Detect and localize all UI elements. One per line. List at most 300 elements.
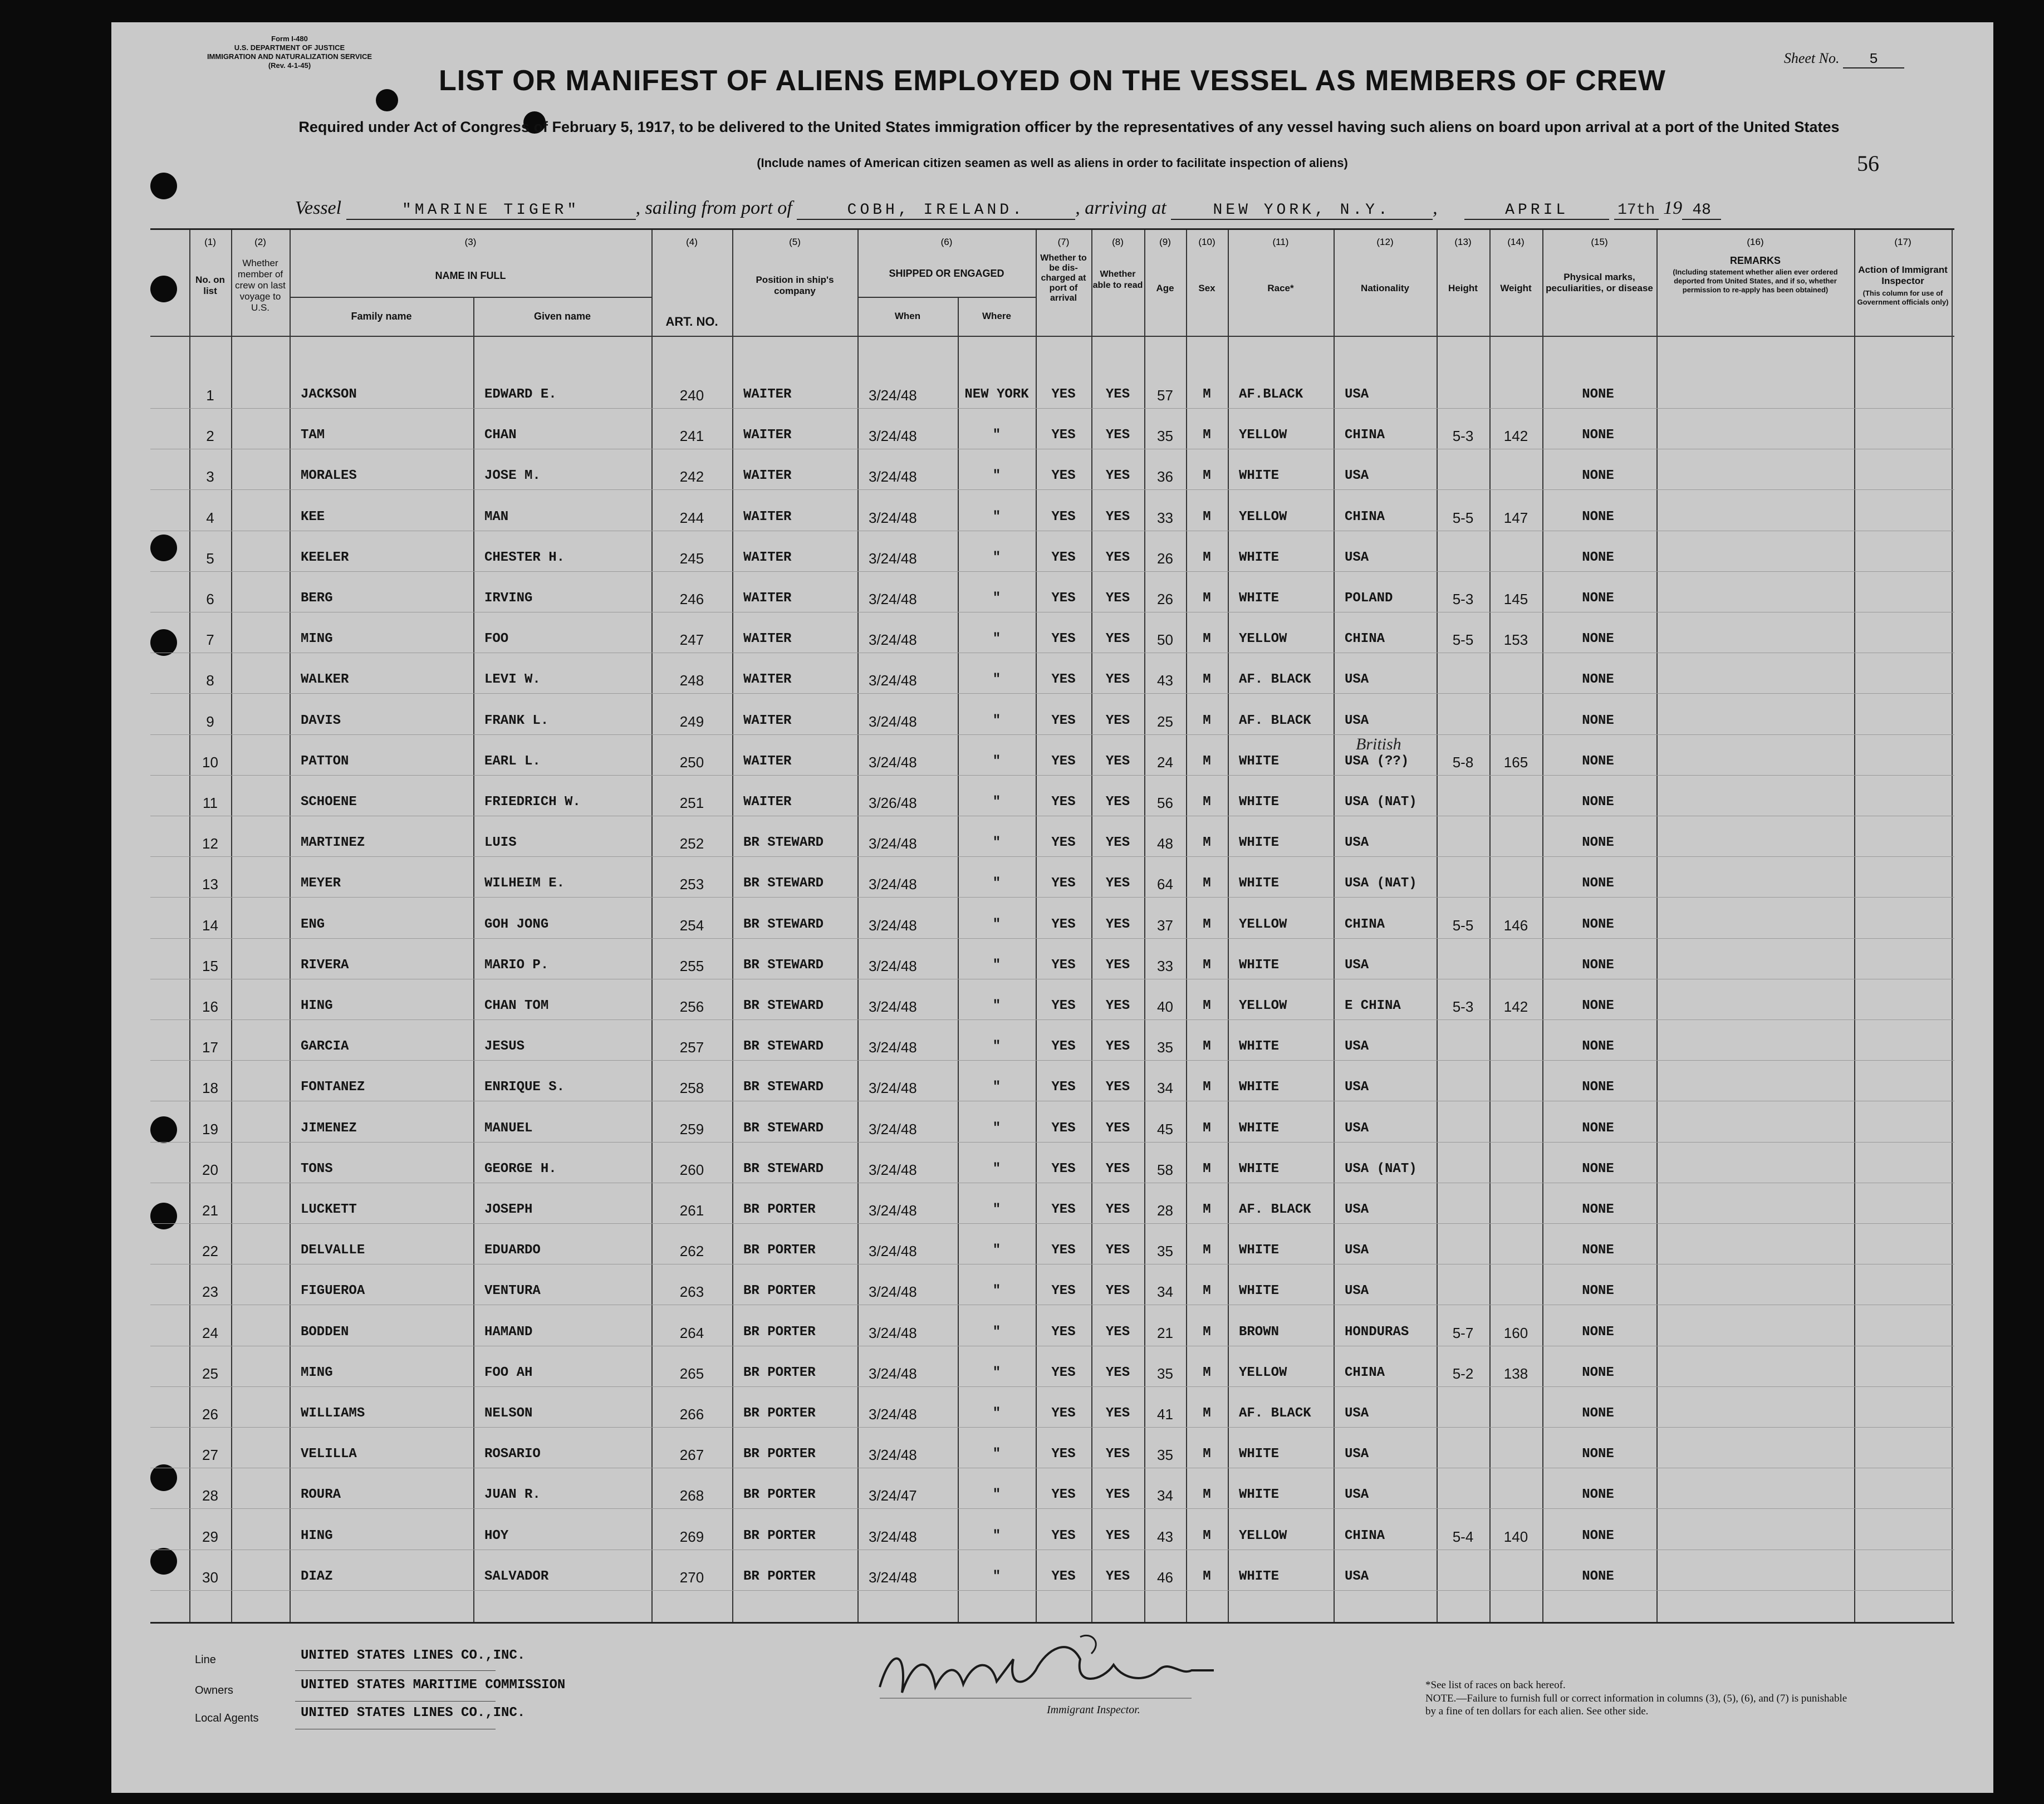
footer-owners-label: Owners [195, 1684, 233, 1697]
cell-weight: 146 [1503, 916, 1528, 934]
col-num: (11) [1272, 237, 1289, 247]
header-race: Race* [1267, 283, 1294, 293]
cell-nationality: USA [1345, 1487, 1369, 1503]
cell-no: 22 [202, 1243, 218, 1260]
cell-family: TAM [301, 428, 325, 443]
cell-nationality: USA [1345, 1243, 1369, 1258]
cell-given: MARIO P. [484, 957, 549, 973]
cell-art: 251 [679, 795, 704, 811]
cell-age: 34 [1157, 1080, 1173, 1097]
cell-position: BR PORTER [743, 1243, 816, 1258]
cell-race: WHITE [1239, 1283, 1280, 1299]
cell-no: 24 [202, 1324, 218, 1341]
cell-nationality: USA [1345, 1447, 1369, 1462]
cell-race: WHITE [1239, 835, 1280, 851]
cell-discharged: YES [1051, 876, 1076, 891]
cell-nationality: CHINA [1345, 916, 1385, 932]
cell-when: 3/24/48 [869, 998, 917, 1015]
cell-art: 259 [679, 1120, 704, 1138]
cell-discharged: YES [1051, 916, 1076, 932]
cell-age: 40 [1157, 998, 1173, 1015]
cell-given: WILHEIM E. [484, 876, 565, 891]
cell-race: WHITE [1239, 1120, 1280, 1136]
cell-position: BR PORTER [743, 1568, 816, 1584]
cell-read: YES [1105, 1487, 1130, 1503]
cell-discharged: YES [1051, 1080, 1076, 1095]
cell-given: EARL L. [484, 753, 541, 769]
manifest-sheet [111, 22, 1993, 1793]
cell-nationality: USA [1345, 1080, 1369, 1095]
cell-race: BROWN [1239, 1324, 1280, 1340]
cell-art: 258 [679, 1080, 704, 1097]
binder-hole [150, 173, 177, 199]
cell-no: 9 [206, 713, 214, 730]
cell-when: 3/24/48 [869, 1528, 917, 1545]
cell-position: WAITER [743, 550, 792, 565]
cell-position: WAITER [743, 428, 792, 443]
cell-sex: M [1203, 998, 1211, 1013]
cell-position: WAITER [743, 387, 792, 402]
col-num: (14) [1507, 237, 1525, 247]
cell-when: 3/24/48 [869, 916, 917, 934]
vessel-label: Vessel [295, 198, 342, 218]
cell-when: 3/24/48 [869, 957, 917, 974]
footer-line-value: UNITED STATES LINES CO.,INC. [301, 1648, 526, 1663]
col-num: (8) [1112, 237, 1124, 247]
header-able-to-read: Whether able to read [1092, 269, 1143, 290]
cell-family: DELVALLE [301, 1243, 365, 1258]
cell-position: BR STEWARD [743, 998, 824, 1013]
cell-where: " [992, 428, 1001, 443]
cell-position: BR PORTER [743, 1283, 816, 1299]
row-rule [150, 571, 1954, 572]
cell-position: BR PORTER [743, 1487, 816, 1503]
cell-no: 13 [202, 876, 218, 893]
cell-sex: M [1203, 957, 1211, 973]
cell-nationality: USA [1345, 1283, 1369, 1299]
cell-where: " [992, 1039, 1001, 1055]
header-nationality: Nationality [1361, 283, 1409, 293]
cell-physical: NONE [1582, 591, 1614, 606]
header-physical-marks: Physical marks, peculiarities, or disease [1546, 272, 1653, 293]
cell-physical: NONE [1582, 428, 1614, 443]
row-rule [150, 1427, 1954, 1428]
shipped-subheader-rule [857, 297, 1036, 298]
col-num: (17) [1894, 237, 1911, 247]
cell-race: AF. BLACK [1239, 1406, 1311, 1421]
cell-read: YES [1105, 387, 1130, 402]
cell-given: MANUEL [484, 1120, 533, 1136]
cell-height: 5-3 [1452, 591, 1474, 607]
cell-no: 23 [202, 1283, 218, 1301]
cell-given: ROSARIO [484, 1447, 541, 1462]
cell-family: ENG [301, 916, 325, 932]
cell-position: WAITER [743, 591, 792, 606]
row-rule [150, 1019, 1954, 1020]
cell-family: BODDEN [301, 1324, 349, 1340]
cell-when: 3/24/48 [869, 1243, 917, 1260]
cell-weight: 145 [1503, 591, 1528, 607]
cell-age: 45 [1157, 1120, 1173, 1138]
arrival-day: 17th [1614, 202, 1659, 220]
cell-nationality: USA [1345, 1202, 1369, 1217]
cell-read: YES [1105, 1365, 1130, 1380]
cell-race: AF. BLACK [1239, 713, 1311, 728]
header-art-no: ART. NO. [665, 315, 718, 329]
cell-position: BR PORTER [743, 1447, 816, 1462]
cell-weight: 165 [1503, 753, 1528, 771]
arrival-year-prefix: 19 [1663, 198, 1683, 218]
cell-race: YELLOW [1239, 916, 1287, 932]
cell-where: " [992, 631, 1001, 647]
cell-race: YELLOW [1239, 1528, 1287, 1543]
cell-age: 41 [1157, 1406, 1173, 1423]
col-num: (1) [204, 237, 216, 247]
cell-physical: NONE [1582, 1568, 1614, 1584]
cell-nationality: CHINA [1345, 509, 1385, 524]
cell-read: YES [1105, 1202, 1130, 1217]
cell-physical: NONE [1582, 1365, 1614, 1380]
cell-no: 16 [202, 998, 218, 1015]
cell-race: WHITE [1239, 1161, 1280, 1176]
cell-nationality: CHINA [1345, 1365, 1385, 1380]
cell-given: GEORGE H. [484, 1161, 557, 1176]
cell-age: 48 [1157, 835, 1173, 852]
col-num: (10) [1198, 237, 1215, 247]
cell-when: 3/24/48 [869, 672, 917, 689]
cell-sex: M [1203, 795, 1211, 810]
cell-nationality: USA [1345, 1568, 1369, 1584]
col-num: (9) [1159, 237, 1171, 247]
col-num: (6) [940, 237, 953, 247]
cell-discharged: YES [1051, 1487, 1076, 1503]
cell-discharged: YES [1051, 1528, 1076, 1543]
vessel-line: Vessel "MARINE TIGER" , sailing from port of COBH, IRELAND. , arriving at NEW YORK, N.Y. , APRIL 17th 19 48 [295, 198, 1721, 220]
cell-read: YES [1105, 998, 1130, 1013]
cell-sex: M [1203, 835, 1211, 851]
cell-position: BR STEWARD [743, 1120, 824, 1136]
cell-art: 268 [679, 1487, 704, 1504]
footer-races-note: *See list of races on back hereof. [1425, 1679, 1566, 1691]
header-position: Position in ship's company [756, 274, 834, 296]
cell-no: 11 [203, 795, 218, 811]
cell-art: 267 [679, 1447, 704, 1464]
cell-weight: 142 [1503, 428, 1528, 445]
cell-discharged: YES [1051, 591, 1076, 606]
cell-given: FRANK L. [484, 713, 549, 728]
cell-when: 3/24/48 [869, 428, 917, 445]
cell-age: 37 [1157, 916, 1173, 934]
cell-family: FONTANEZ [301, 1080, 365, 1095]
cell-art: 260 [679, 1161, 704, 1178]
cell-age: 35 [1157, 1243, 1173, 1260]
form-dept: U.S. DEPARTMENT OF JUSTICE [234, 43, 345, 52]
cell-no: 18 [202, 1080, 218, 1097]
cell-art: 241 [679, 428, 704, 445]
cell-given: EDWARD E. [484, 387, 557, 402]
cell-discharged: YES [1051, 387, 1076, 402]
cell-given: GOH JONG [484, 916, 549, 932]
cell-where: " [992, 1447, 1001, 1462]
cell-given: CHESTER H. [484, 550, 565, 565]
cell-art: 252 [679, 835, 704, 852]
cell-read: YES [1105, 1447, 1130, 1462]
cell-height: 5-5 [1452, 509, 1474, 526]
row-rule [150, 856, 1954, 857]
cell-physical: NONE [1582, 1161, 1614, 1176]
cell-read: YES [1105, 631, 1130, 647]
cell-where: " [992, 1202, 1001, 1217]
cell-physical: NONE [1582, 631, 1614, 647]
header-remarks-note: (Including statement whether alien ever ordered deported from United States, and if so, whether permission to re-apply has been obtained) [1673, 268, 1838, 294]
cell-nationality: USA (??) [1345, 753, 1409, 769]
cell-weight: 140 [1503, 1528, 1528, 1545]
cell-age: 43 [1157, 672, 1173, 689]
column-divider [1228, 230, 1229, 1622]
cell-physical: NONE [1582, 835, 1614, 851]
cell-no: 21 [202, 1202, 218, 1219]
row-rule [150, 1060, 1954, 1061]
cell-weight: 160 [1503, 1324, 1528, 1341]
cell-where: " [992, 1365, 1001, 1380]
cell-sex: M [1203, 1528, 1211, 1543]
cell-physical: NONE [1582, 1528, 1614, 1543]
cell-physical: NONE [1582, 916, 1614, 932]
cell-where: " [992, 550, 1001, 565]
cell-weight: 147 [1503, 509, 1528, 526]
cell-family: HING [301, 1528, 333, 1543]
cell-sex: M [1203, 591, 1211, 606]
col-num: (12) [1376, 237, 1394, 247]
cell-read: YES [1105, 1283, 1130, 1299]
cell-art: 261 [679, 1202, 704, 1219]
header-action: Action of Immigrant Inspector [1858, 264, 1948, 286]
cell-race: YELLOW [1239, 1365, 1287, 1380]
sailing-label: , sailing from port of [635, 198, 792, 218]
cell-physical: NONE [1582, 1487, 1614, 1503]
cell-physical: NONE [1582, 1447, 1614, 1462]
cell-sex: M [1203, 1487, 1211, 1503]
row-rule [150, 938, 1954, 939]
cell-art: 244 [679, 509, 704, 526]
header-where: Where [982, 311, 1011, 321]
cell-race: YELLOW [1239, 428, 1287, 443]
cell-where: " [992, 795, 1001, 810]
cell-height: 5-3 [1452, 428, 1474, 445]
cell-read: YES [1105, 428, 1130, 443]
header-family-name: Family name [351, 311, 412, 322]
cell-no: 20 [202, 1161, 218, 1178]
cell-nationality: USA [1345, 550, 1369, 565]
cell-height: 5-5 [1452, 916, 1474, 934]
cell-when: 3/24/48 [869, 713, 917, 730]
cell-physical: NONE [1582, 795, 1614, 810]
cell-no: 5 [206, 550, 214, 567]
cell-weight: 142 [1503, 998, 1528, 1015]
cell-where: " [992, 1568, 1001, 1584]
cell-position: WAITER [743, 631, 792, 647]
footer-inspector-label: Immigrant Inspector. [1047, 1704, 1140, 1716]
cell-no: 14 [202, 916, 218, 934]
cell-position: BR STEWARD [743, 1080, 824, 1095]
cell-art: 254 [679, 916, 704, 934]
cell-position: BR PORTER [743, 1528, 816, 1543]
cell-sex: M [1203, 1406, 1211, 1421]
name-subheader-rule [290, 297, 651, 298]
cell-where: NEW YORK [964, 387, 1029, 402]
cell-position: BR PORTER [743, 1365, 816, 1380]
cell-position: BR STEWARD [743, 1161, 824, 1176]
cell-physical: NONE [1582, 1283, 1614, 1299]
cell-race: WHITE [1239, 1039, 1280, 1055]
column-divider [1542, 230, 1543, 1622]
cell-position: WAITER [743, 795, 792, 810]
row-rule [150, 1142, 1954, 1143]
cell-art: 246 [679, 591, 704, 607]
cell-discharged: YES [1051, 1039, 1076, 1055]
cell-given: FRIEDRICH W. [484, 795, 581, 810]
cell-read: YES [1105, 1406, 1130, 1421]
cell-where: " [992, 1324, 1001, 1340]
cell-race: AF.BLACK [1239, 387, 1303, 402]
cell-art: 264 [679, 1324, 704, 1341]
cell-sex: M [1203, 1447, 1211, 1462]
col-num: (13) [1454, 237, 1472, 247]
cell-when: 3/24/48 [869, 1161, 917, 1178]
cell-position: BR PORTER [743, 1202, 816, 1217]
footer-agents-label: Local Agents [195, 1712, 259, 1724]
cell-no: 12 [202, 835, 218, 852]
cell-discharged: YES [1051, 1243, 1076, 1258]
cell-family: WILLIAMS [301, 1406, 365, 1421]
cell-given: CHAN [484, 428, 517, 443]
sheet-number-value: 5 [1843, 51, 1904, 68]
cell-where: " [992, 1243, 1001, 1258]
cell-given: LUIS [484, 835, 517, 851]
cell-height: 5-5 [1452, 631, 1474, 649]
cell-given: HAMAND [484, 1324, 533, 1340]
cell-height: 5-2 [1452, 1365, 1474, 1382]
cell-discharged: YES [1051, 1406, 1076, 1421]
cell-weight: 138 [1503, 1365, 1528, 1382]
cell-physical: NONE [1582, 1406, 1614, 1421]
cell-sex: M [1203, 876, 1211, 891]
cell-height: 5-8 [1452, 753, 1474, 771]
cell-age: 21 [1157, 1324, 1173, 1341]
cell-age: 35 [1157, 1447, 1173, 1464]
cell-given: JESUS [484, 1039, 525, 1055]
cell-discharged: YES [1051, 1365, 1076, 1380]
cell-family: FIGUEROA [301, 1283, 365, 1299]
cell-given: FOO [484, 631, 509, 647]
cell-family: TONS [301, 1161, 333, 1176]
cell-where: " [992, 1080, 1001, 1095]
cell-physical: NONE [1582, 753, 1614, 769]
column-divider [1656, 230, 1658, 1622]
cell-sex: M [1203, 1283, 1211, 1299]
form-number: Form I-480 [271, 35, 308, 43]
cell-sex: M [1203, 428, 1211, 443]
header-name-in-full: NAME IN FULL [435, 270, 506, 281]
cell-race: WHITE [1239, 1568, 1280, 1584]
column-divider [732, 230, 733, 1622]
cell-family: SCHOENE [301, 795, 357, 810]
cell-when: 3/24/48 [869, 631, 917, 649]
cell-nationality: POLAND [1345, 591, 1393, 606]
cell-race: WHITE [1239, 957, 1280, 973]
cell-discharged: YES [1051, 550, 1076, 565]
cell-read: YES [1105, 550, 1130, 565]
cell-race: WHITE [1239, 468, 1280, 484]
cell-art: 255 [679, 957, 704, 974]
row-rule [150, 1590, 1954, 1591]
page-number: 56 [1857, 151, 1879, 176]
cell-nationality: E CHINA [1345, 998, 1401, 1013]
cell-family: MING [301, 631, 333, 647]
cell-when: 3/24/48 [869, 1447, 917, 1464]
cell-when: 3/24/48 [869, 1406, 917, 1423]
cell-sex: M [1203, 1324, 1211, 1340]
cell-read: YES [1105, 591, 1130, 606]
cell-read: YES [1105, 468, 1130, 484]
cell-where: " [992, 1487, 1001, 1503]
row-rule [150, 489, 1954, 490]
cell-family: KEE [301, 509, 325, 524]
cell-age: 43 [1157, 1528, 1173, 1545]
cell-where: " [992, 998, 1001, 1013]
cell-given: JOSE M. [484, 468, 541, 484]
cell-read: YES [1105, 1568, 1130, 1584]
cell-given: NELSON [484, 1406, 533, 1421]
cell-nationality: CHINA [1345, 631, 1385, 647]
cell-art: 262 [679, 1243, 704, 1260]
cell-when: 3/24/48 [869, 1080, 917, 1097]
cell-read: YES [1105, 713, 1130, 728]
cell-race: WHITE [1239, 591, 1280, 606]
cell-read: YES [1105, 1080, 1130, 1095]
cell-no: 15 [202, 957, 218, 974]
cell-family: GARCIA [301, 1039, 349, 1055]
row-rule [150, 1223, 1954, 1224]
footer-agents-value: UNITED STATES LINES CO.,INC. [301, 1705, 526, 1720]
cell-position: BR STEWARD [743, 916, 824, 932]
cell-physical: NONE [1582, 550, 1614, 565]
column-divider [473, 297, 474, 1622]
cell-physical: NONE [1582, 998, 1614, 1013]
cell-discharged: YES [1051, 672, 1076, 688]
cell-position: BR STEWARD [743, 1039, 824, 1055]
cell-nationality: USA [1345, 1120, 1369, 1136]
cell-when: 3/24/48 [869, 1568, 917, 1586]
cell-nationality: USA [1345, 468, 1369, 484]
page-subtitle-note: (Include names of American citizen seamen as well as aliens in order to facilitate inspection of aliens) [757, 156, 1348, 170]
cell-family: JIMENEZ [301, 1120, 357, 1136]
cell-age: 33 [1157, 957, 1173, 974]
cell-discharged: YES [1051, 1283, 1076, 1299]
cell-family: LUCKETT [301, 1202, 357, 1217]
cell-age: 57 [1157, 387, 1173, 404]
cell-where: " [992, 672, 1001, 688]
arrival-month: APRIL [1464, 202, 1609, 220]
cell-no: 8 [206, 672, 214, 689]
header-discharged: Whether to be dis-charged at port of arrival [1040, 253, 1087, 303]
cell-race: WHITE [1239, 1243, 1280, 1258]
column-divider [1854, 230, 1855, 1622]
cell-nationality: USA (NAT) [1345, 1161, 1417, 1176]
cell-physical: NONE [1582, 1324, 1614, 1340]
cell-family: KEELER [301, 550, 349, 565]
cell-family: MING [301, 1365, 333, 1380]
